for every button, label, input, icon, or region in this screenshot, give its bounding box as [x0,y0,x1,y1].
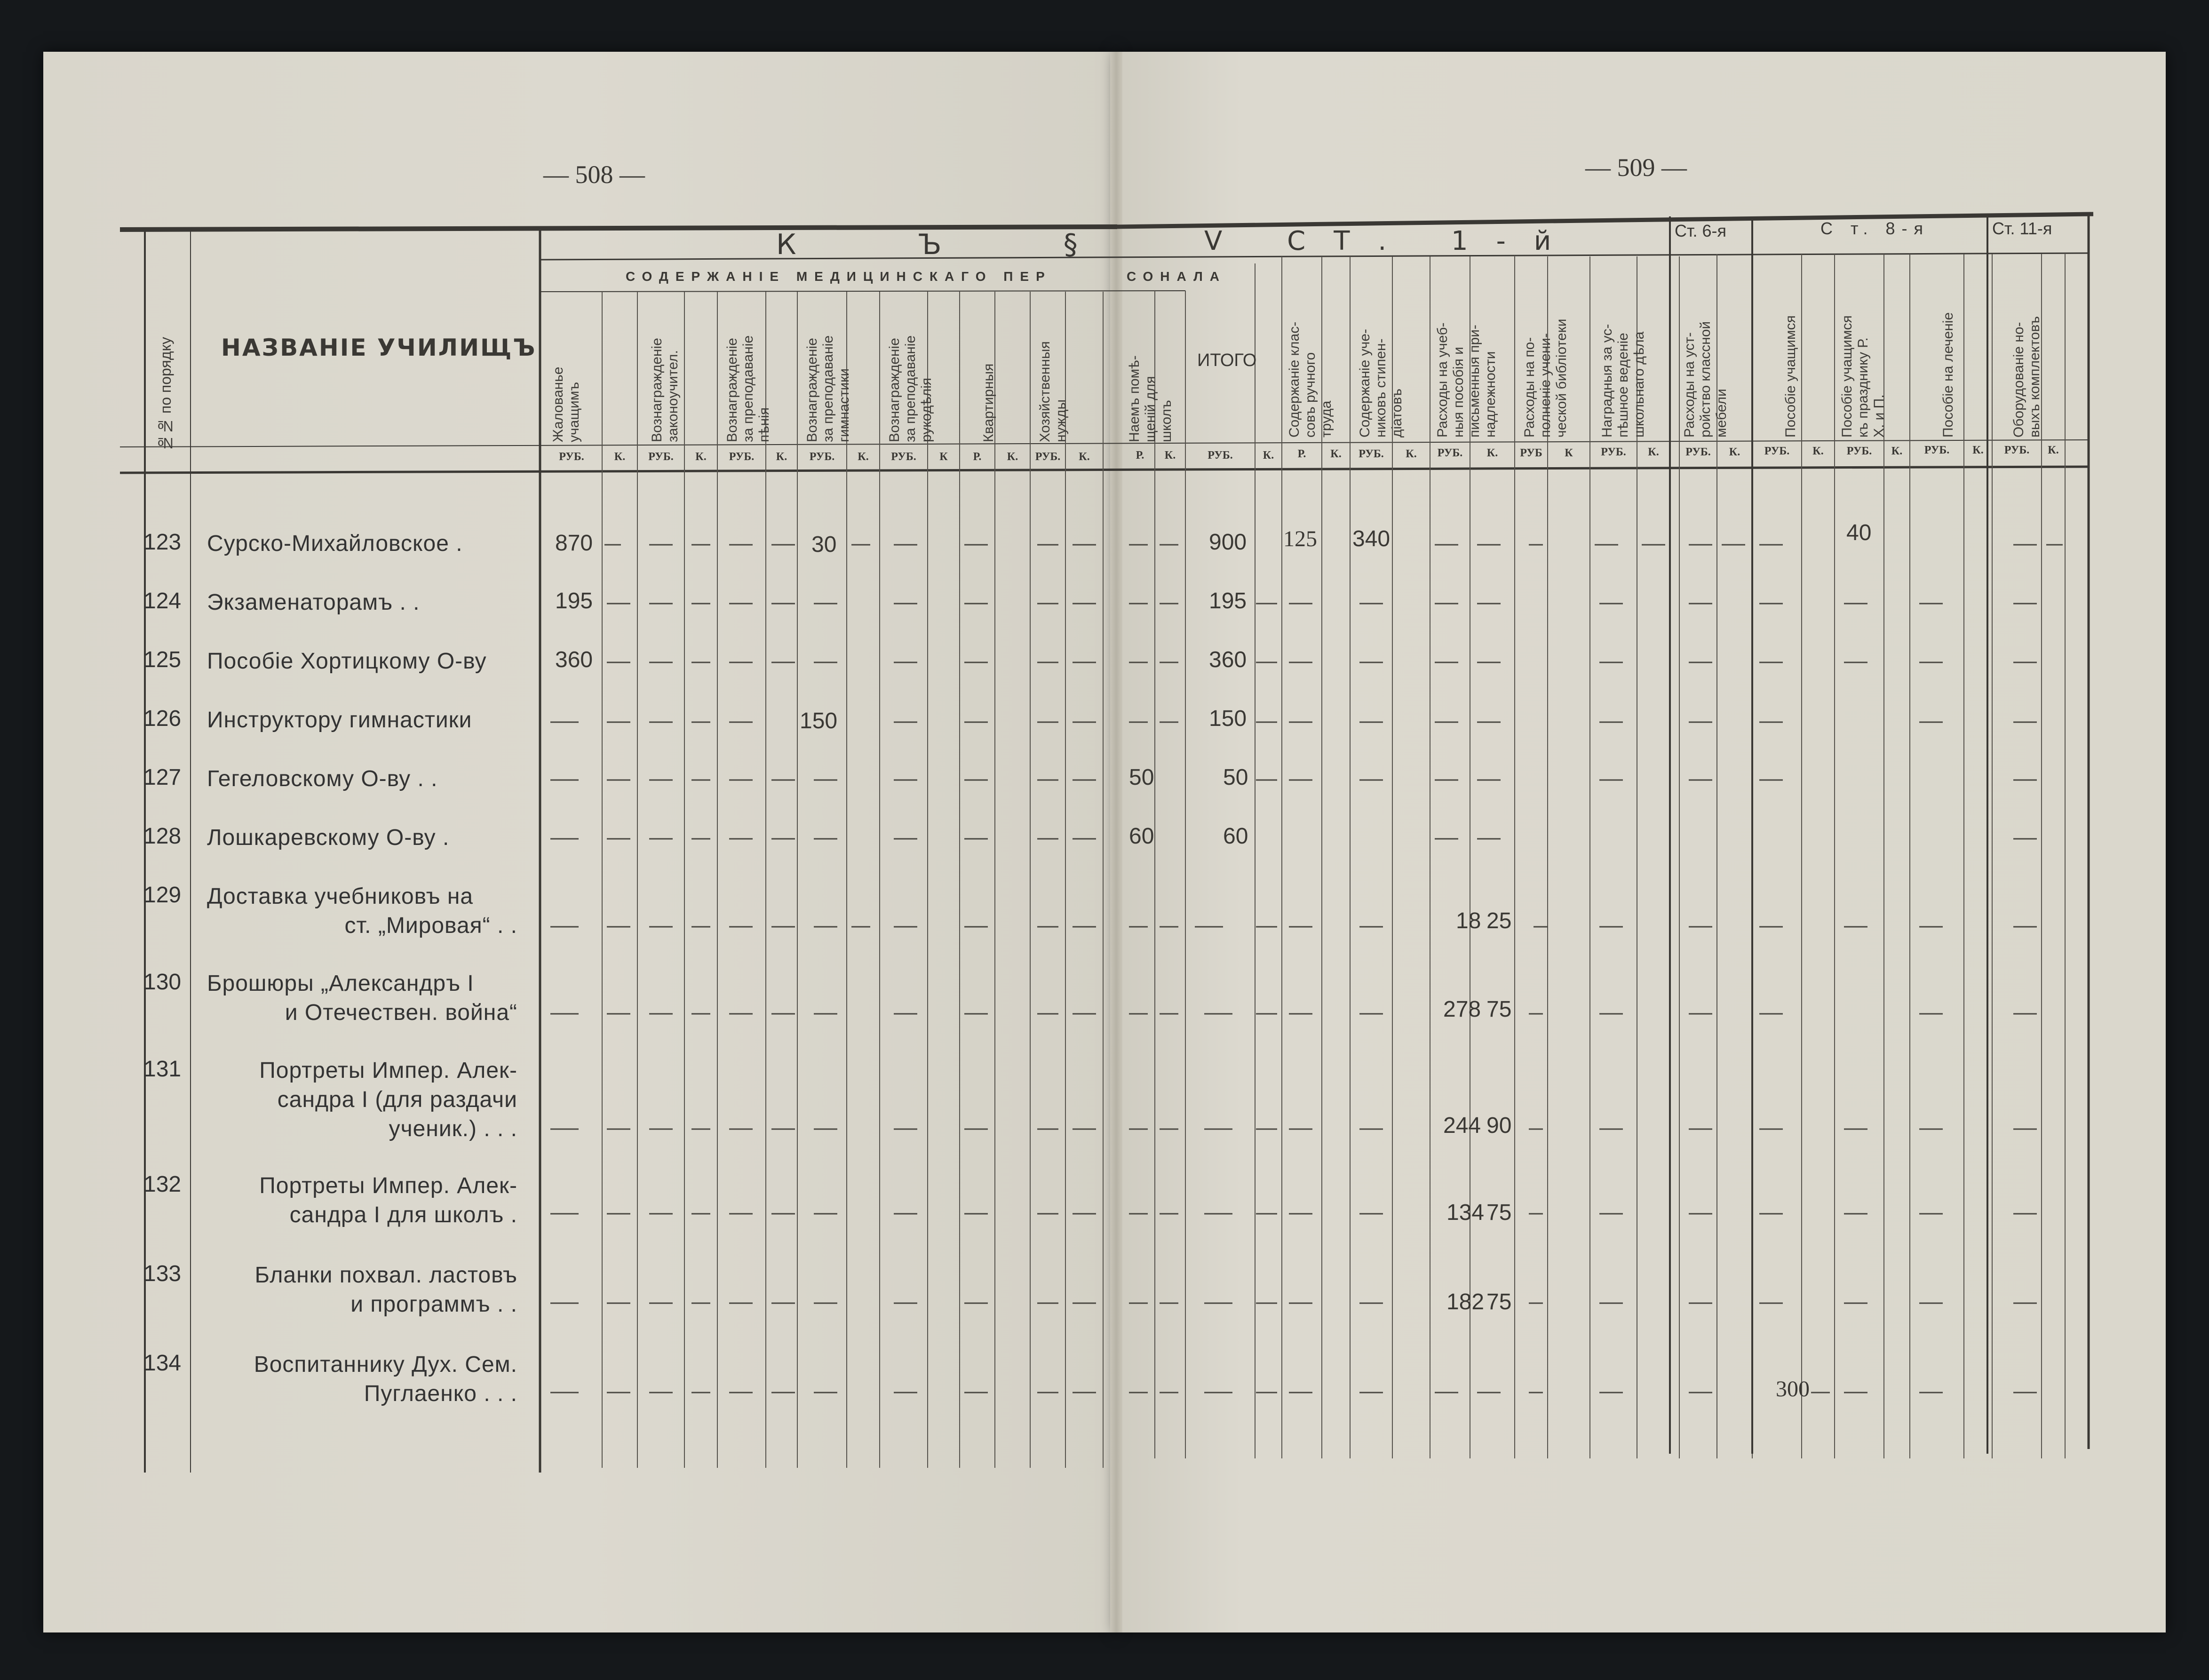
col-header-name: НАЗВАНІЕ УЧИЛИЩЪ [221,334,537,361]
unit-label: К. [1007,451,1018,463]
cell-itogo: 360 [1209,647,1247,672]
st6-label: Ст. 6-я [1675,221,1727,240]
unit-label: К. [1972,444,1984,456]
cell-supplies-kop: 75 [1486,1290,1512,1314]
row-number: 124 [143,589,182,613]
col-header-manual-labor: Содержаніе клас- совъ ручного труда [1287,321,1334,438]
col-header-furniture: Расходы на уст- ройство классной мебели [1682,321,1729,438]
group-label-medical: СОДЕРЖАНІЕ МЕДИЦИНСКАГО ПЕР [626,269,1052,284]
cell-supplies-kop: 90 [1486,1113,1512,1138]
unit-label: РУБ. [1437,447,1463,459]
unit-label: РУБ. [1846,445,1872,457]
col-header-gymnastics: Вознагражденіе за преподаваніе гимнастики [804,335,852,442]
unit-label: К. [1648,446,1659,458]
col-header-itogo: ИТОГО [1197,350,1257,370]
row-number: 131 [143,1057,182,1082]
unit-label: К. [1406,448,1417,460]
unit-label: К. [1812,445,1824,457]
cell-rent: 50 [1129,765,1154,790]
cell-supplies-rub: 18 [1456,908,1481,933]
col-header-singing: Вознагражденіе за преподаваніе пѣнія [724,335,772,442]
unit-label: Р. [1136,449,1144,462]
col-header-religion: Вознагражденіе законоучител. [649,338,681,442]
cell-itogo: 195 [1209,589,1247,613]
col-header-student-aid: Пособіе учащимся [1783,315,1798,438]
cell-supplies-kop: 25 [1486,908,1512,933]
group-label-medical-cont: СОНАЛА [1127,269,1226,284]
unit-label: РУБ. [559,451,584,463]
col-header-stipend: Содержаніе уче- никовъ стипен- діатовъ [1357,329,1405,438]
unit-label: РУБ. [1764,445,1790,457]
unit-label: РУБ [1520,447,1542,459]
cell-supplies-kop: 75 [1486,997,1512,1022]
row-name: Сурско-Михайловское . [207,531,463,556]
cell-holiday-aid: 40 [1846,520,1872,545]
row-number: 132 [143,1172,182,1197]
row-name: Доставка учебниковъ на ст. „Мировая“ . . [207,884,517,938]
unit-label: РУБ. [1035,451,1061,463]
unit-label: К. [1729,446,1740,458]
cell-itogo: 900 [1209,530,1247,555]
cell-stipend: 340 [1352,526,1391,551]
cell-itogo: 60 [1223,824,1248,849]
row-number: 134 [143,1351,182,1376]
row-number: 130 [143,970,182,995]
unit-label: РУБ. [729,451,755,463]
row-number: 125 [143,647,182,672]
row-name: Воспитаннику Дух. Сем. Пуглаенко . . . [254,1352,517,1406]
unit-label: РУБ. [1359,448,1384,460]
unit-label: К. [695,451,707,463]
cell-supplies-rub: 278 [1443,997,1481,1022]
unit-label: К. [614,451,626,463]
row-name: Портреты Импер. Алек- сандра I (для раздачи ученик.) . . . [259,1058,517,1141]
col-header-holiday-aid: Пособіе учащимся къ празднику Р. Х. и П. [1839,315,1887,438]
row-name: Бланки похвал. ластовъ и программъ . . [254,1263,517,1317]
col-header-housing: Квартирныя [981,363,996,442]
unit-label: К. [1330,448,1342,460]
st11-label: Ст. 11-я [1992,219,2052,238]
col-header-needlework: Вознагражденіе за преподаваніе рукодѣлія [887,335,934,442]
page-number-left: — 508 — [543,160,645,189]
cell-salary: 360 [555,647,593,672]
unit-label: К [939,451,948,463]
cell-salary: 870 [555,531,593,556]
row-number: 126 [143,706,182,731]
unit-label: РУБ. [1601,446,1626,458]
row-name: Брошюры „Александръ I и Отечествен. война“ [207,971,517,1025]
page-number-right: — 509 — [1585,153,1687,182]
row-name: Портреты Импер. Алек- сандра I для школъ . [259,1173,517,1227]
row-number: 128 [143,824,182,849]
col-header-salary: Жалованье учащимъ [550,366,582,442]
cell-supplies-rub: 182 [1446,1290,1485,1314]
unit-label: К. [776,451,787,463]
col-header-awards: Наградныя за ус- пѣшное веденіе школьнаго дѣла [1599,324,1647,438]
unit-label: К. [1079,451,1090,463]
unit-label: Р. [1297,448,1306,460]
cell-supplies-rub: 134 [1446,1200,1485,1225]
cell-supplies-rub: 244 [1443,1113,1481,1138]
unit-label: РУБ. [1208,449,1233,462]
unit-label: К. [1164,449,1176,462]
row-number: 133 [143,1261,182,1286]
row-number: 123 [143,530,182,555]
cell-itogo: 50 [1223,765,1248,790]
cell-rent: 60 [1129,824,1154,849]
cell-salary: 195 [555,589,593,613]
cell-student-aid: 300 [1776,1377,1810,1401]
col-header-study-supplies: Расходы на учеб- ныя пособія и письменныя при- надлежности [1435,322,1498,438]
col-header-household: Хозяйственныя нужды [1037,341,1069,442]
unit-label: РУБ. [1685,446,1711,458]
cell-supplies-kop: 75 [1486,1200,1512,1225]
unit-label: Р. [973,451,982,463]
table-title-left: К Ъ § [776,228,1134,261]
row-name: Инструктору гимнастики [207,708,472,733]
cell-gymnastics: 30 [811,532,837,557]
unit-label: РУБ. [648,451,674,463]
row-name: Лошкаревскому О-ву . [207,825,450,850]
col-header-medical-aid: Пособіе на леченіе [1940,312,1956,438]
row-name: Экзаменаторамъ . . [207,590,420,615]
table-title-right: V СТ. 1-й [1204,226,1580,256]
unit-label: К. [858,451,869,463]
col-header-number: №№ по порядку [157,337,174,452]
row-name: Пособіе Хортицкому О-ву [207,649,487,674]
unit-label: К. [1891,445,1903,457]
row-number: 129 [143,883,182,908]
unit-label: К. [1263,449,1274,462]
col-header-equipment: Оборудованіе но- выхъ комплектовъ [2011,316,2042,438]
cell-manual-labor: 125 [1283,526,1317,551]
cell-gymnastics: 150 [800,709,838,733]
unit-label: К [1565,447,1573,459]
unit-label: РУБ. [891,451,916,463]
unit-label: К. [1486,447,1498,459]
st8-label: С т. 8-я [1820,219,1930,238]
unit-label: РУБ. [2004,444,2030,456]
col-header-rent: Наемъ помѣ- щеній для школъ [1127,355,1174,442]
col-header-library: Расходы на по- полненіе учени- ческой библіотеки [1522,318,1569,438]
unit-label: К. [2048,444,2059,456]
row-name: Гегеловскому О-ву . . [207,766,438,791]
unit-label: РУБ. [809,451,835,463]
row-number: 127 [143,765,182,790]
cell-itogo: 150 [1209,706,1247,731]
unit-label: РУБ. [1924,444,1950,456]
